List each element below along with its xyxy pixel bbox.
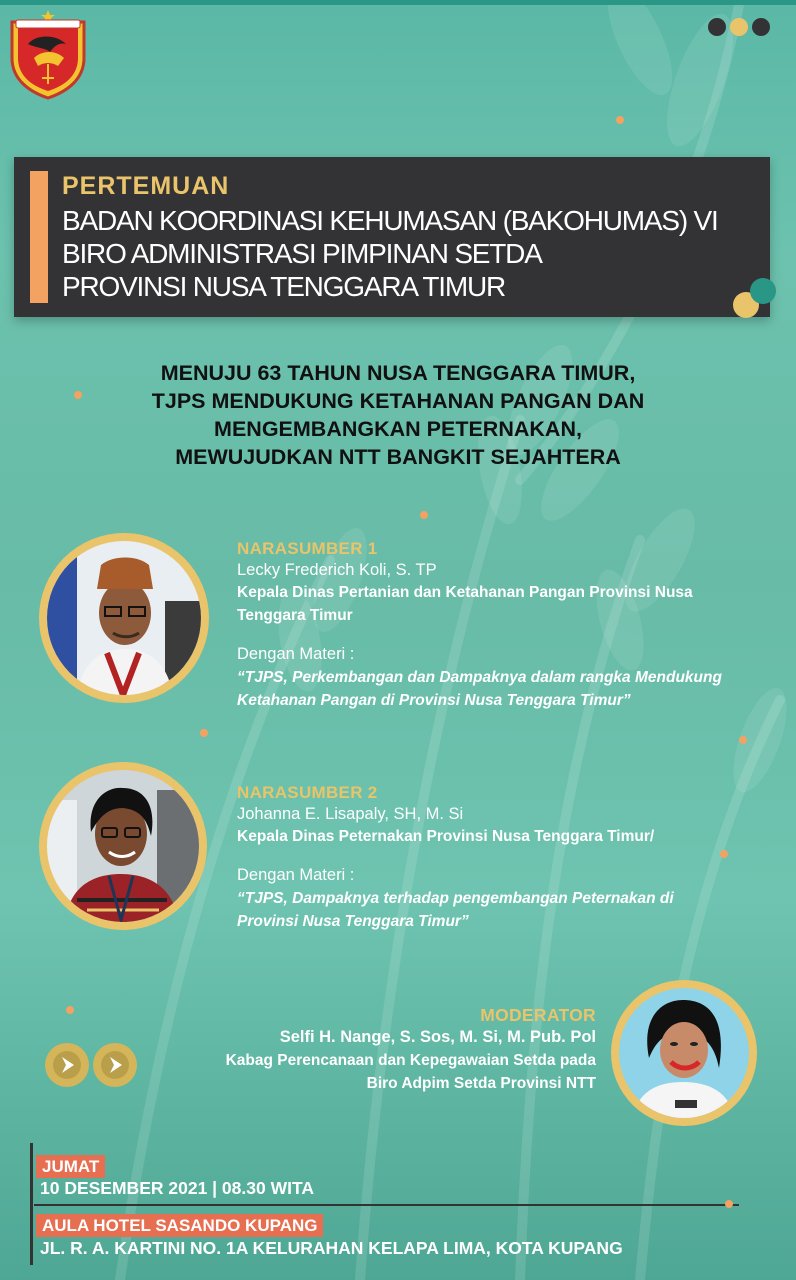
header-kicker: PERTEMUAN [62, 172, 230, 200]
event-datetime: 10 DESEMBER 2021 | 08.30 WITA [40, 1178, 314, 1198]
header-corner-dots [732, 276, 778, 322]
speaker1-photo [39, 533, 209, 703]
event-theme [0, 359, 796, 471]
next-arrow-icon[interactable] [45, 1043, 89, 1087]
speaker2-material-label: Dengan Materi : [237, 866, 355, 884]
moderator-info [226, 1005, 596, 1095]
provincial-logo [6, 8, 90, 100]
speaker1-name: Lecky Frederich Koli, S. TP [237, 561, 437, 579]
decorative-dot [616, 116, 624, 124]
chevron-right-icon [100, 1050, 130, 1080]
header-line-2: BIRO ADMINISTRASI PIMPINAN SETDA [62, 238, 542, 269]
speaker2-role-line-1: Kepala Dinas Peternakan Provinsi Nusa Tenggara Timur/ [237, 828, 655, 845]
decorative-dot [725, 1200, 733, 1208]
event-info-rule [30, 1143, 33, 1265]
speaker1-info [237, 539, 777, 712]
chevron-right-icon [52, 1050, 82, 1080]
speaker2-portrait-illustration [47, 770, 199, 922]
speaker2-material-line-1: “TJPS, Dampaknya terhadap pengembangan Peternakan di [237, 890, 674, 907]
next-arrow-icon-2[interactable] [93, 1043, 137, 1087]
theme-line-1: MENUJU 63 TAHUN NUSA TENGGARA TIMUR, [160, 361, 636, 385]
speaker1-portrait-illustration [47, 541, 201, 695]
speaker1-material-line-1: “TJPS, Perkembangan dan Dampaknya dalam rangka Mendukung [237, 669, 722, 686]
speaker1-heading: NARASUMBER 1 [237, 539, 378, 558]
speaker2-heading: NARASUMBER 2 [237, 783, 378, 802]
speaker1-avatar [47, 541, 201, 695]
event-venue-tag: AULA HOTEL SASANDO KUPANG [36, 1214, 323, 1237]
speaker2-photo [39, 762, 207, 930]
dot-dark-2 [752, 18, 770, 36]
speaker1-material-line-2: Ketahanan Pangan di Provinsi Nusa Tenggara Timur” [237, 692, 631, 709]
speaker2-name: Johanna E. Lisapaly, SH, M. Si [237, 805, 464, 823]
speaker2-info [237, 783, 777, 933]
speaker1-role-line-1: Kepala Dinas Pertanian dan Ketahanan Pangan Provinsi Nusa [237, 584, 693, 601]
speaker1-role [237, 581, 777, 627]
moderator-role-line-1: Kabag Perencanaan dan Kepegawaian Setda pada [225, 1052, 596, 1069]
event-header [14, 157, 770, 317]
speaker1-material-label: Dengan Materi : [237, 645, 355, 663]
moderator-portrait-illustration [619, 988, 749, 1118]
dot-gold [730, 18, 748, 36]
decorative-dot [66, 1006, 74, 1014]
decorative-dot [739, 736, 747, 744]
speaker1-role-line-2: Tenggara Timur [237, 607, 353, 624]
event-divider [34, 1204, 739, 1206]
speaker2-material-line-2: Provinsi Nusa Tenggara Timur” [237, 913, 469, 930]
event-address: JL. R. A. KARTINI NO. 1A KELURAHAN KELAPA LIMA, KOTA KUPANG [40, 1238, 623, 1258]
header-line-1: BADAN KOORDINASI KEHUMASAN (BAKOHUMAS) VI [62, 205, 718, 236]
decorative-dot [420, 511, 428, 519]
decorative-dot [200, 729, 208, 737]
moderator-avatar [619, 988, 749, 1118]
top-accent-bar [0, 0, 796, 5]
window-dots-icon [708, 18, 770, 36]
decorative-dot [74, 391, 82, 399]
moderator-photo [611, 980, 757, 1126]
speaker2-avatar [47, 770, 199, 922]
dot-dark-1 [708, 18, 726, 36]
event-day-tag: JUMAT [36, 1155, 105, 1178]
theme-line-3: MENGEMBANGKAN PETERNAKAN, [214, 417, 582, 441]
moderator-role-line-2: Biro Adpim Setda Provinsi NTT [366, 1075, 596, 1092]
theme-line-2: TJPS MENDUKUNG KETAHANAN PANGAN DAN [151, 389, 645, 413]
decorative-dot [720, 850, 728, 858]
ntt-emblem-icon [6, 8, 90, 100]
header-accent-bar [30, 171, 48, 303]
speaker2-material [237, 887, 777, 933]
header-line-3: PROVINSI NUSA TENGGARA TIMUR [62, 271, 506, 302]
speaker1-material [237, 666, 777, 712]
navigation-arrows [45, 1043, 137, 1087]
moderator-name: Selfi H. Nange, S. Sos, M. Si, M. Pub. Pol [279, 1028, 596, 1046]
theme-line-4: MEWUJUDKAN NTT BANGKIT SEJAHTERA [175, 445, 621, 469]
speaker2-role [237, 825, 777, 848]
moderator-heading: MODERATOR [480, 1005, 596, 1025]
moderator-role [226, 1049, 596, 1095]
